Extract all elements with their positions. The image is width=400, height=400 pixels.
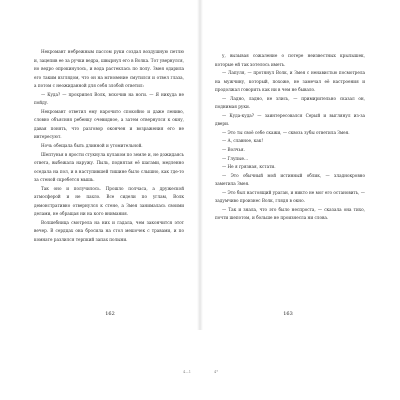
left-paragraph: Так оно и получилось. Прошло полчаса, а дружеской атмосферой и не пахло. Все сидели по углам, Волк демонстративно отвернулся к стене, а Змея занималась своими делами, не обращая ни на кого внимания. (34, 185, 184, 217)
right-paragraph: — Это обычный мой истинный облик, — хладнокровно заметила Змея. (215, 172, 365, 187)
right-paragraph: — Глупые... (222, 155, 249, 161)
left-page-number: 162 (105, 311, 115, 317)
right-paragraph: — А, славное, как! (222, 138, 264, 144)
right-paragraph: — Волчья. (222, 147, 245, 153)
right-paragraph: — Ладно, ладно, не злись, — примирительно сказал он, поднимая руки. (215, 95, 365, 110)
right-paragraph: у, вызывая сожаление о потере неизвестных крылышек, которые ей так хотелось иметь. (215, 53, 365, 67)
left-paragraph: Волшебница смотрела на них и гадала, чем закончится этот вечер. В сердцах она бросила на стол мешочек с травами, и по комнате разлился терпкий запах полыни. (34, 219, 184, 243)
right-page-number: 163 (283, 311, 293, 317)
right-paragraph: — Лапуля, — протянул Волк, и Змея с ненавистью посмотрела на мужчину, который, похоже, не замечал её настроения и продолжал говорить как ни в чем не бывало. (215, 70, 365, 93)
right-spine-mark: 4* (214, 370, 218, 374)
right-page-text (215, 52, 365, 223)
right-paragraph: — Куда-куда? — заинтересовался Серый и выглянул из-за двери. (215, 112, 365, 127)
left-paragraph: Шептунья в ярости стукнула кулаком по земле и, не дожидаясь ответа, выбежала наружу. Пыль, поднятая её шагами, медленно оседала на пол, и в наступившей тишине было слышно, как где-то за стеной скребется мышь. (34, 151, 184, 183)
right-paragraph: — Не я грязная, кстати. (222, 164, 276, 170)
left-page-text (34, 48, 184, 245)
right-paragraph: — Это был настоящий ураган, и никто не мог его остановить, — задумчиво произнес Волк, глядя в окно. (215, 189, 365, 204)
left-paragraph: Некромант ответил ему нарочито спокойно и даже лениво, словно объясняя ребенку очевидное, а затем отвернулся к окну, давая понять, что разговор окончен и возражения его не интересуют. (34, 108, 184, 140)
left-paragraph: — Куда? — прохрипел Волк, вскочив на ноги. — Я никуда не пойду. (34, 91, 184, 106)
left-paragraph: Некромант небрежным пассом руки создал воздушную петлю и, зацепив ее за ручки ведра, швырнул его в Волка. Тот увернулся, но ведро опрокинулось, и вода растеклась по полу. Змея одарила его таким взглядом, что он на мгновение смутился и отвел глаза, а потом с неожиданной для себя злобой ответил: (34, 49, 184, 89)
left-paragraph: Ночь обещала быть длинной и утомительной. (41, 143, 143, 149)
book-gutter (197, 0, 203, 330)
page-bottom-area (0, 330, 400, 400)
right-paragraph: — Это ты своё себе скажи, — сквозь зубы ответила Змея. (222, 129, 350, 135)
right-paragraph: — Так и знала, что это было неспроста, — сказала она тихо, почти шепотом, и больше не произнесла ни слова. (215, 206, 365, 221)
left-spine-mark: 4—1 (183, 370, 191, 374)
